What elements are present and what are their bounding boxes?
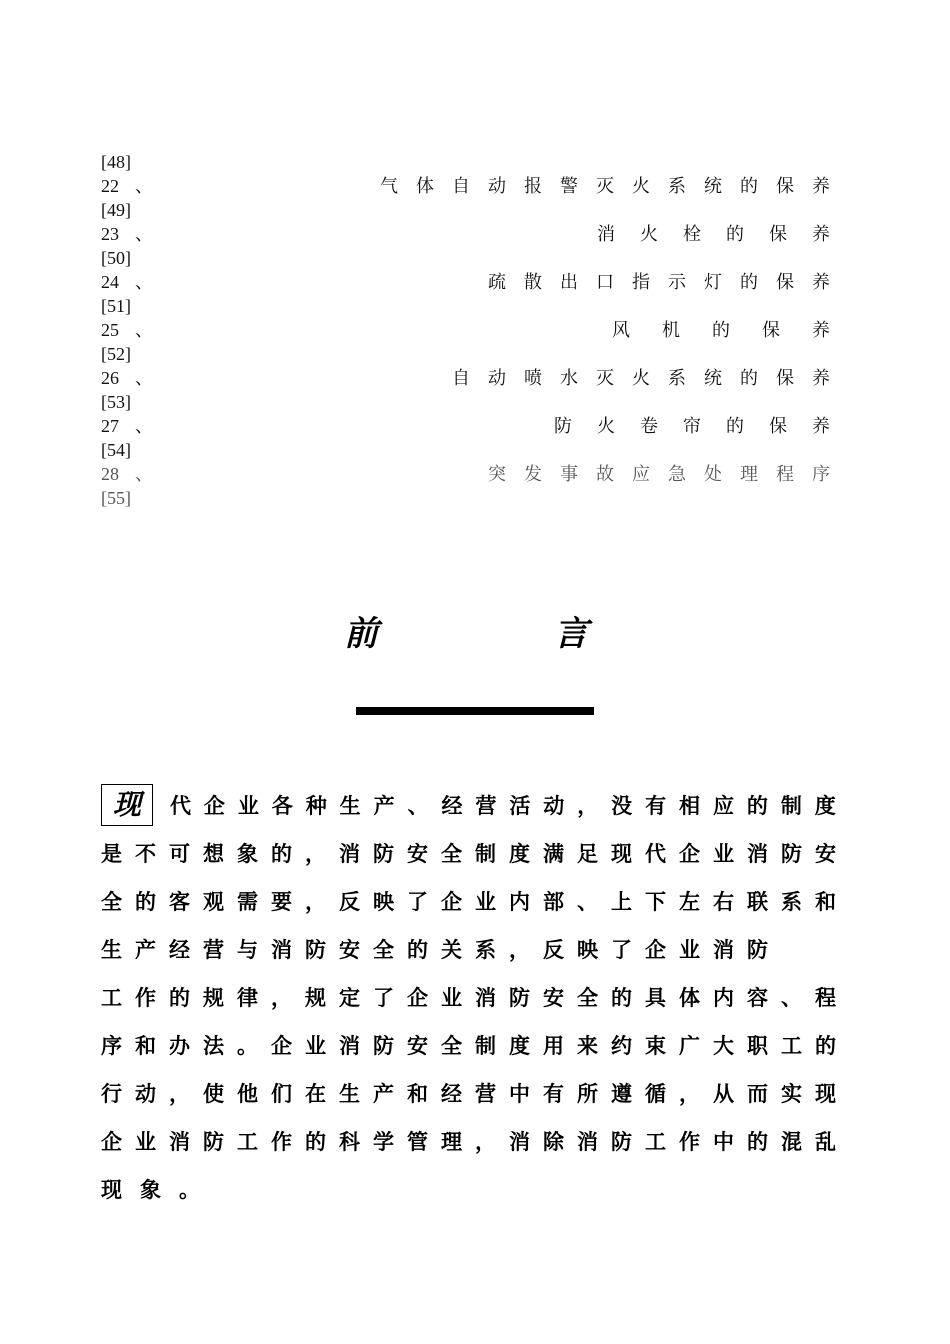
- toc-entry[interactable]: [101, 318, 830, 342]
- body-line: 现 象 。: [101, 1177, 200, 1202]
- toc-entry-title: 气 体 自 动 报 警 灭 火 系 统 的 保 养: [380, 176, 830, 196]
- toc-entry[interactable]: [101, 174, 830, 198]
- toc-ref: [48]: [101, 152, 131, 172]
- toc-entry-number: 24: [101, 272, 119, 292]
- toc-entry[interactable]: [101, 462, 830, 486]
- toc-entry-number: 25: [101, 320, 119, 340]
- heading-underline: [356, 707, 594, 715]
- body-line: 生 产 经 营 与 消 防 安 全 的 关 系 ， 反 映 了 企 业 消 防: [101, 937, 768, 962]
- toc-entry[interactable]: [101, 414, 830, 438]
- body-line: 行 动 ， 使 他 们 在 生 产 和 经 营 中 有 所 遵 循 ， 从 而 实 现: [101, 1081, 836, 1106]
- table-of-contents: [101, 150, 830, 510]
- body-line: 现 代 企 业 各 种 生 产 、 经 营 活 动 ， 没 有 相 应 的 制 度: [101, 782, 836, 830]
- body-line: 工 作 的 规 律 ， 规 定 了 企 业 消 防 安 全 的 具 体 内 容 、 程: [101, 985, 836, 1010]
- toc-entry-number: 28: [101, 464, 119, 484]
- toc-ref: [50]: [101, 248, 131, 268]
- toc-entry[interactable]: [101, 270, 830, 294]
- toc-ref: [55]: [101, 488, 131, 508]
- toc-ref: [53]: [101, 392, 131, 412]
- body-line: 是 不 可 想 象 的 ， 消 防 安 全 制 度 满 足 现 代 企 业 消 防 安: [101, 841, 836, 866]
- heading-char-1: 前: [344, 614, 378, 654]
- toc-entry-title: 突 发 事 故 应 急 处 理 程 序: [488, 464, 830, 484]
- body-line: 序 和 办 法 。 企 业 消 防 安 全 制 度 用 来 约 束 广 大 职 工 的: [101, 1033, 836, 1058]
- toc-entry-title: 消 火 栓 的 保 养: [597, 224, 830, 244]
- toc-entry-title: 疏 散 出 口 指 示 灯 的 保 养: [488, 272, 830, 292]
- heading-char-2: 言: [554, 614, 588, 654]
- body-line: 企 业 消 防 工 作 的 科 学 管 理 ， 消 除 消 防 工 作 中 的 混 乱: [101, 1129, 836, 1154]
- toc-ref: [52]: [101, 344, 131, 364]
- toc-ref: [49]: [101, 200, 131, 220]
- toc-entry-separator: 、: [135, 320, 153, 340]
- toc-entry[interactable]: [101, 222, 830, 246]
- toc-entry-number: 26: [101, 368, 119, 388]
- preface-heading: [344, 610, 588, 658]
- toc-entry-separator: 、: [135, 416, 153, 436]
- toc-entry-number: 22: [101, 176, 119, 196]
- toc-entry[interactable]: [101, 366, 830, 390]
- toc-entry-separator: 、: [135, 368, 153, 388]
- drop-cap: 现: [101, 784, 153, 826]
- toc-entry-separator: 、: [135, 272, 153, 292]
- toc-entry-separator: 、: [135, 224, 153, 244]
- toc-entry-number: 27: [101, 416, 119, 436]
- toc-ref: [51]: [101, 296, 131, 316]
- toc-entry-title: 自 动 喷 水 灭 火 系 统 的 保 养: [452, 368, 830, 388]
- toc-entry-title: 风 机 的 保 养: [612, 320, 830, 340]
- toc-entry-separator: 、: [135, 464, 153, 484]
- toc-entry-number: 23: [101, 224, 119, 244]
- body-line: 全 的 客 观 需 要 ， 反 映 了 企 业 内 部 、 上 下 左 右 联 系 和: [101, 889, 836, 914]
- toc-entry-title: 防 火 卷 帘 的 保 养: [554, 416, 830, 436]
- toc-entry-separator: 、: [135, 176, 153, 196]
- preface-body: [101, 782, 836, 1214]
- toc-ref: [54]: [101, 440, 131, 460]
